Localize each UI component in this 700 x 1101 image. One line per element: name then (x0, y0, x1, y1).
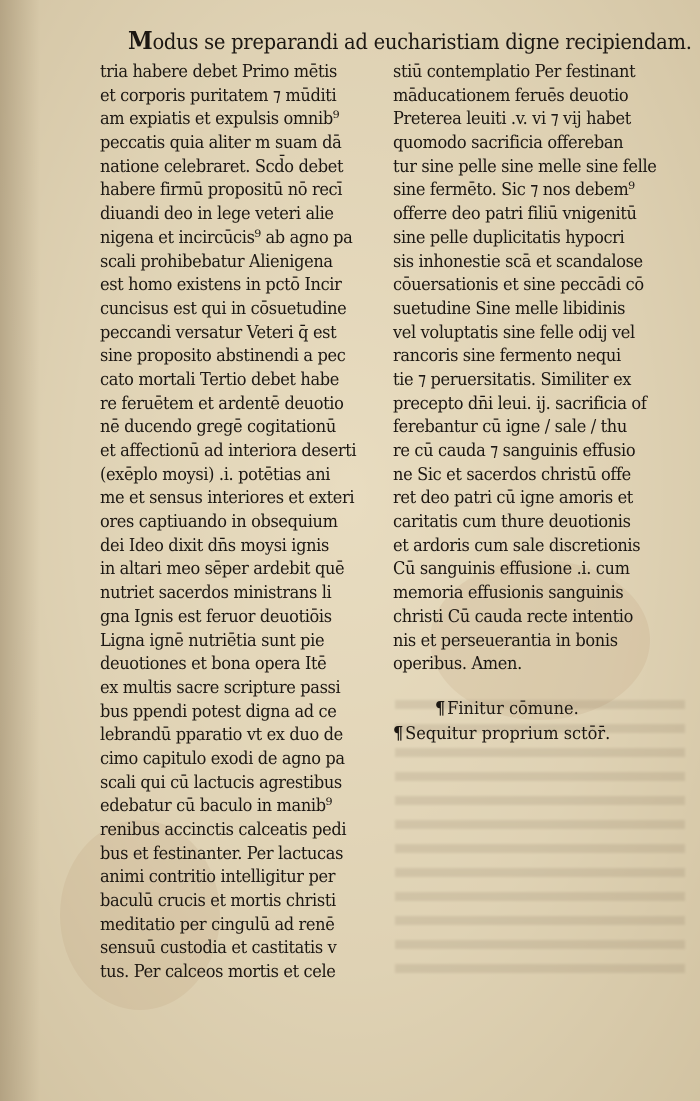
text-line: sine proposito abstinendi a pec (100, 345, 346, 367)
text-line: in altari meo sēper ardebit quē (100, 558, 345, 580)
running-head-text: odus se preparandi ad eucharistiam digne recipiendam. (152, 30, 692, 54)
text-line: caritatis cum thure deuotionis (393, 511, 631, 533)
text-line: est homo existens in pctō Incir (100, 274, 342, 296)
text-line: rancoris sine fermento nequi (393, 345, 621, 367)
text-line: Ligna ignē nutriētia sunt pie (100, 629, 325, 651)
text-line: meditatio per cingulū ad renē (100, 913, 335, 935)
explicit-sequitur (393, 722, 610, 746)
text-line: re feruētem et ardentē deuotio (100, 392, 344, 414)
text-line: stiū contemplatio Per festinant (393, 61, 636, 82)
text-line: dei Ideo dixit dn̄s moysi ignis (100, 534, 329, 556)
pilcrow-mark: ¶ (393, 723, 404, 744)
text-line: peccandi versatur Veteri q̄ est (100, 321, 337, 343)
text-line: ferebantur cū igne / sale / thu (393, 416, 627, 438)
explicit-finitur-text: Finitur cōmune. (447, 698, 579, 719)
text-line: cuncisus est qui in cōsuetudine (100, 297, 347, 319)
text-line: et ardoris cum sale discretionis (393, 534, 641, 556)
text-line: habere firmū propositū nō recī (100, 179, 343, 201)
text-line: offerre deo patri filiū vnigenitū (393, 203, 637, 225)
text-line: gna Ignis est feruor deuotiōis (100, 605, 332, 627)
explicit-sequitur-text: Sequitur proprium sctōr̄. (405, 723, 611, 744)
text-line: scali prohibebatur Alienigena (100, 250, 333, 272)
text-line: ret deo patri cū igne amoris et (393, 487, 633, 509)
text-line: nē ducendo gregē cogitationū (100, 416, 336, 438)
text-line: nigena et incircūcis⁹ ab agno pa (100, 226, 353, 248)
text-line: tur sine pelle sine melle sine felle (393, 155, 657, 177)
text-line: nis et perseuerantia in bonis (393, 629, 618, 651)
text-line: quomodo sacrificia offereban (393, 132, 624, 154)
text-line: ne Sic et sacerdos christū offe (393, 463, 631, 485)
text-line: tie ⁊ peruersitatis. Similiter ex (393, 368, 632, 390)
text-line: sensuū custodia et castitatis v (100, 937, 337, 959)
text-line: edebatur cū baculo in manib⁹ (100, 795, 332, 817)
page-gutter-shadow (0, 0, 40, 1101)
text-line: ores captiuando in obsequium (100, 511, 338, 533)
text-line: diuandi deo in lege veteri alie (100, 203, 334, 225)
text-line: cato mortali Tertio debet habe (100, 368, 339, 390)
text-column-right (393, 60, 665, 676)
text-line: baculū crucis et mortis christi (100, 890, 336, 912)
text-line: bus et festinanter. Per lactucas (100, 842, 344, 864)
text-line: animi contritio intelligitur per (100, 866, 336, 888)
text-line: christi Cū cauda recte intentio (393, 605, 633, 627)
text-line: memoria effusionis sanguinis (393, 582, 624, 604)
running-head-initial: M (128, 26, 153, 55)
text-line: vel voluptatis sine felle odij vel (393, 321, 635, 343)
text-line: scali qui cū lactucis agrestibus (100, 771, 342, 793)
text-line: am expiatis et expulsis omnib⁹ (100, 108, 339, 130)
text-line: (exēplo moysi) .i. potētias ani (100, 463, 331, 485)
text-line: et corporis puritatem ⁊ mūditi (100, 84, 337, 106)
text-line: peccatis quia aliter m suam dā (100, 132, 342, 154)
text-line: ex multis sacre scripture passi (100, 676, 341, 698)
text-line: sine pelle duplicitatis hypocri (393, 226, 625, 248)
running-head (128, 26, 692, 55)
text-line: deuotiones et bona opera Itē (100, 653, 327, 675)
text-line: sis inhonestie scā et scandalose (393, 250, 643, 272)
text-line: et affectionū ad interiora deserti (100, 440, 357, 461)
text-line: Preterea leuiti .v. vi ⁊ vij habet (393, 108, 631, 130)
text-line: tria habere debet Primo mētis (100, 61, 337, 82)
text-line: operibus. Amen. (393, 653, 522, 675)
text-line: renibus accinctis calceatis pedi (100, 819, 347, 840)
pilcrow-mark: ¶ (435, 698, 446, 719)
explicit-finitur (435, 697, 579, 721)
text-line: lebrandū pparatio vt ex duo de (100, 724, 343, 746)
text-line: tus. Per calceos mortis et cele (100, 961, 336, 983)
text-column-left (100, 60, 375, 984)
text-line: precepto dn̄i leui. ij. sacrificia of (393, 392, 647, 414)
text-line: re cū cauda ⁊ sanguinis effusio (393, 440, 636, 461)
text-line: cimo capitulo exodi de agno pa (100, 747, 345, 769)
text-line: natione celebraret. Scd̄o debet (100, 155, 344, 177)
text-line: sine fermēto. Sic ⁊ nos debem⁹ (393, 179, 635, 201)
text-line: suetudine Sine melle libidinis (393, 297, 626, 319)
text-line: nutriet sacerdos ministrans li (100, 582, 332, 604)
text-line: me et sensus interiores et exteri (100, 487, 355, 509)
text-line: Cū sanguinis effusione .i. cum (393, 558, 630, 580)
text-line: bus ppendi potest digna ad ce (100, 700, 337, 722)
text-line: cōuersationis et sine peccādi cō (393, 274, 644, 296)
text-line: māducationem feruēs deuotio (393, 84, 629, 106)
